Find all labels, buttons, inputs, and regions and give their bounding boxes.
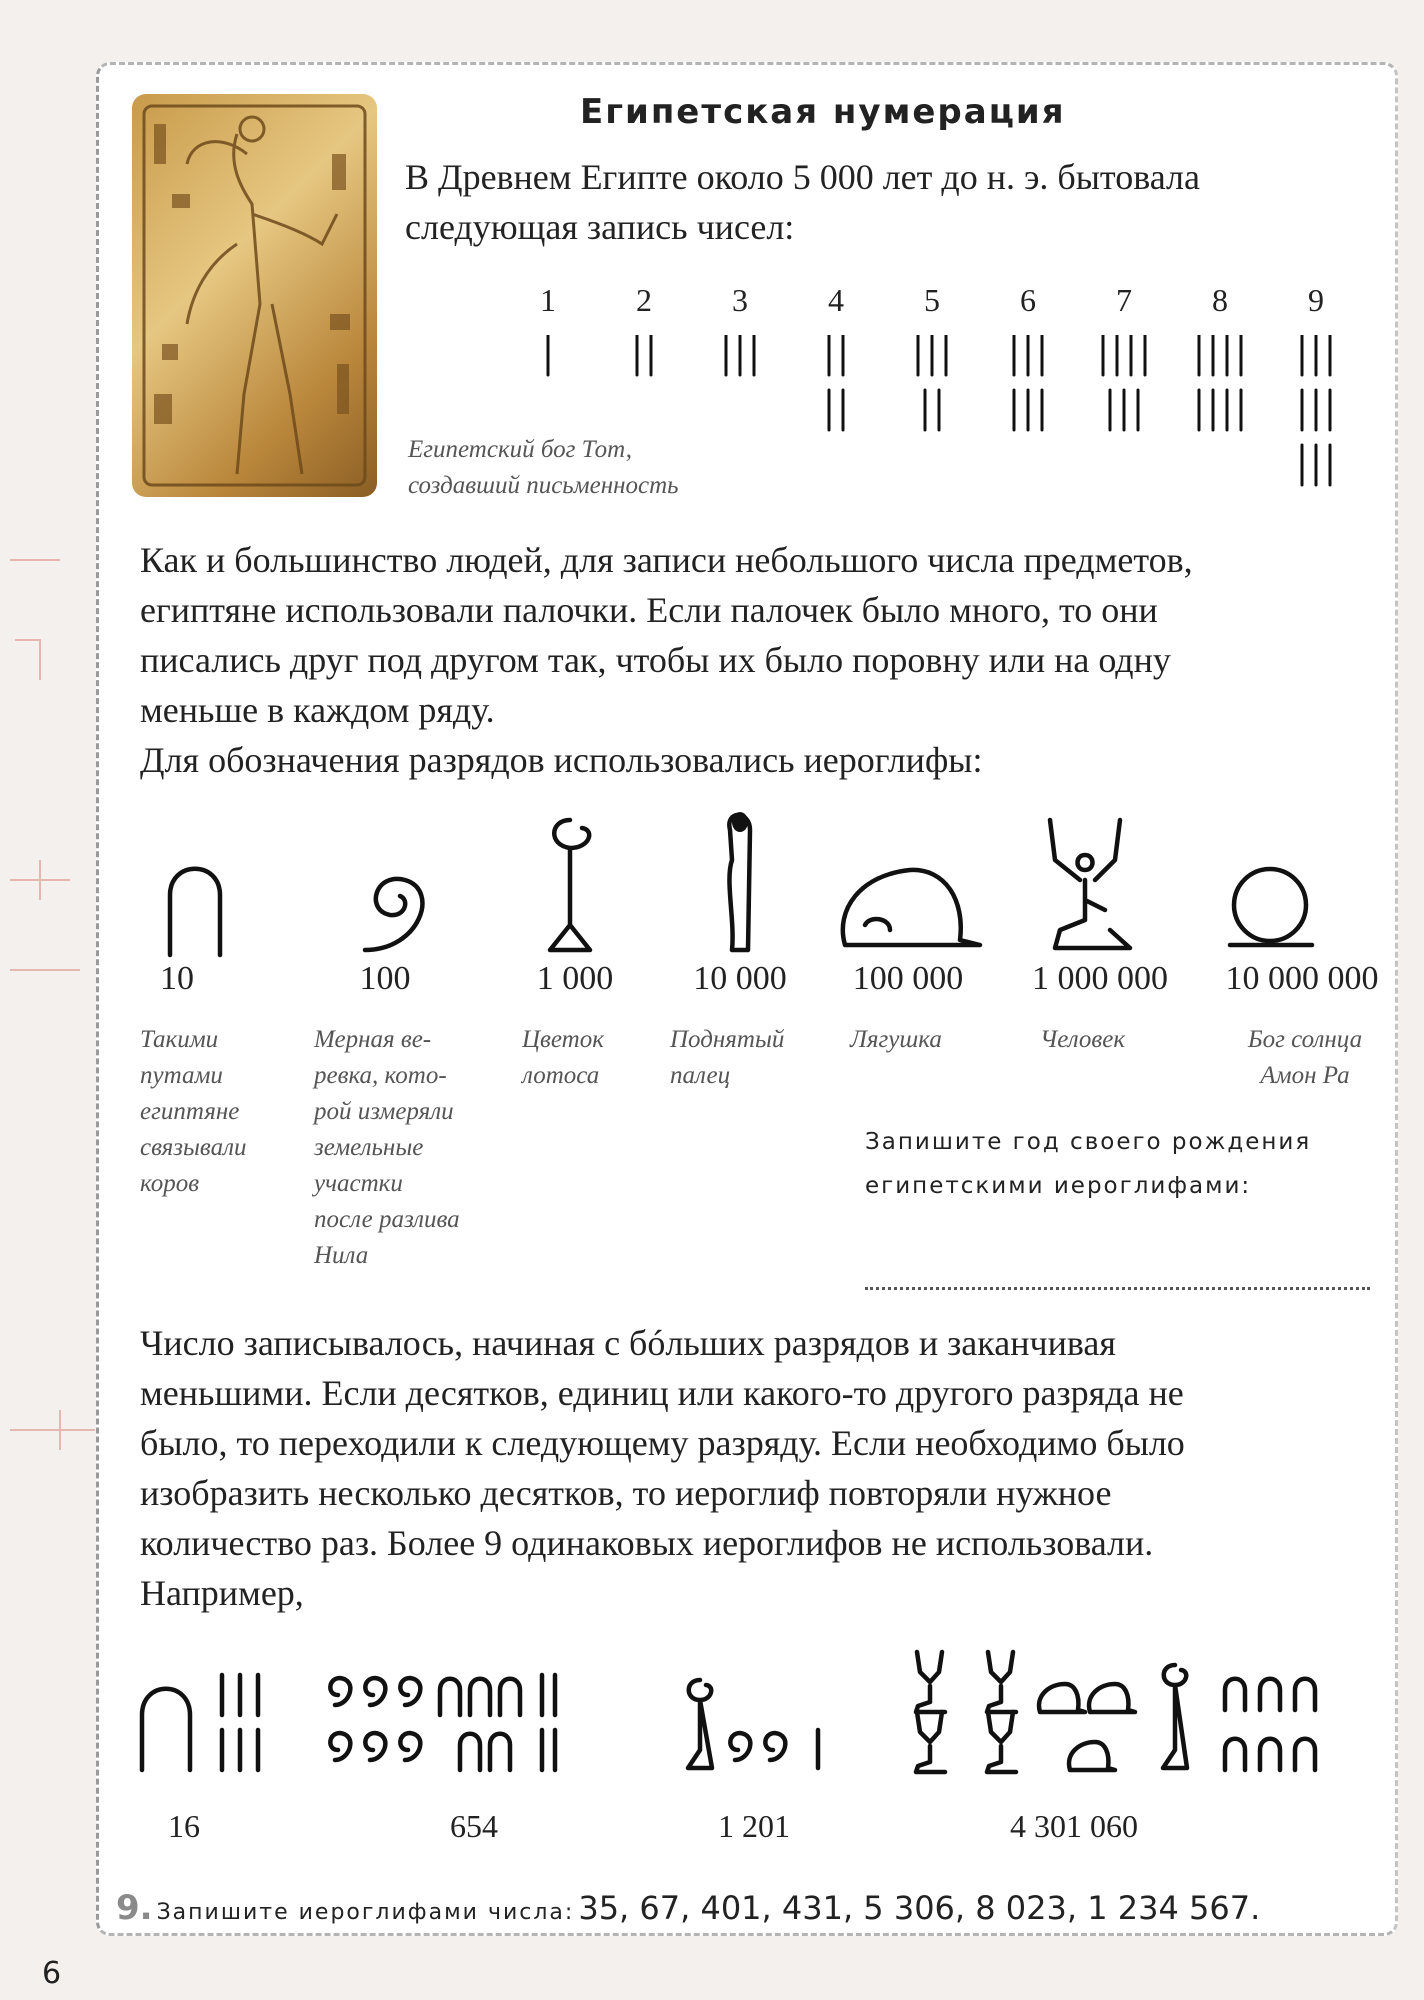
task-numbers: 35, 67, 401, 431, 5 306, 8 023, 1 234 567. — [578, 1889, 1261, 1927]
caption-line: коров — [140, 1170, 200, 1197]
caption-line: Амон Ра — [1260, 1062, 1350, 1089]
example-value: 654 — [450, 1808, 498, 1844]
finger-icon — [729, 812, 750, 950]
caption-man — [1040, 1022, 1190, 1058]
photo-caption — [408, 432, 679, 504]
digit-label: 6 — [1020, 282, 1036, 318]
margin-pencil-marks — [0, 0, 96, 2000]
stick-numeral-4 — [829, 335, 843, 430]
caption-line: Такими — [140, 1026, 219, 1053]
paragraph-line: Как и большинство людей, для записи небольшого числа предметов, — [140, 540, 1193, 580]
task-9 — [116, 1888, 1260, 1928]
paragraph-line: количество раз. Более 9 одинаковых иероглифов не использовали. — [140, 1523, 1154, 1563]
frog-icon — [843, 870, 980, 945]
example-1201-glyphs — [688, 1680, 818, 1768]
kneeling-man-icon — [1050, 820, 1130, 948]
caption-line: египтяне — [140, 1098, 240, 1125]
caption-line: Мерная ве- — [314, 1026, 432, 1053]
stick-numeral-6 — [1014, 335, 1042, 430]
paragraph-line: меньше в каждом ряду. — [140, 690, 495, 730]
caption-line: палец — [670, 1062, 731, 1089]
caption-line: земельные — [314, 1134, 424, 1161]
caption-sun-god — [1225, 1022, 1385, 1094]
value-100000: 100 000 — [852, 960, 964, 997]
prompt-line-2: египетскими иероглифами: — [865, 1173, 1252, 1199]
digit-label: 1 — [540, 282, 556, 318]
digit-label: 5 — [924, 282, 940, 318]
caption-line: Нила — [314, 1242, 369, 1269]
paragraph-line: египтяне использовали палочки. Если палочек было много, то они — [140, 590, 1158, 630]
caption-frog — [850, 1022, 1000, 1058]
stick-numeral-7 — [1103, 335, 1145, 430]
paragraph-line: меньшими. Если десятков, единиц или какого-то другого разряда не — [140, 1373, 1184, 1413]
paragraph-line: было, то переходили к следующему разряду. Если необходимо было — [140, 1423, 1185, 1463]
intro-text — [405, 152, 1355, 252]
value-1000: 1 000 — [536, 960, 614, 997]
prompt-line-1: Запишите год своего рождения — [865, 1129, 1312, 1155]
task-number: 9. — [116, 1888, 153, 1928]
example-value: 1 201 — [718, 1808, 790, 1844]
photo-caption-line-1: Египетский бог Тот, — [408, 436, 633, 463]
intro-line-1: В Древнем Египте около 5 000 лет до н. э. бытовала — [405, 157, 1200, 197]
stick-numeral-2 — [637, 335, 651, 375]
thoth-photo — [132, 94, 377, 497]
paragraph-line: Число записывалось, начиная с бóльших разрядов и заканчивая — [140, 1323, 1116, 1363]
caption-line: путами — [140, 1062, 223, 1089]
caption-lotus — [522, 1022, 642, 1094]
intro-line-2: следующая запись чисел: — [405, 207, 795, 247]
caption-rope — [314, 1022, 504, 1274]
caption-line: рой измеряли — [314, 1098, 454, 1125]
digit-label: 3 — [732, 282, 748, 318]
caption-line: Цветок — [522, 1026, 604, 1053]
hieroglyph-icons — [120, 800, 1400, 960]
example-16-glyphs — [142, 1675, 258, 1770]
example-hieroglyphs — [130, 1640, 1390, 1780]
caption-line: после разлива — [314, 1206, 460, 1233]
page-title: Египетская нумерация — [580, 92, 1066, 132]
value-1000000: 1 000 000 — [1032, 960, 1168, 997]
stick-numeral-9 — [1302, 335, 1330, 485]
digit-label: 9 — [1308, 282, 1324, 318]
value-10: 10 — [160, 960, 194, 997]
paragraph-rules — [140, 1318, 1390, 1618]
paragraph-sticks — [140, 535, 1390, 785]
caption-line: ревка, кото- — [314, 1062, 447, 1089]
stick-numeral-8 — [1199, 335, 1241, 430]
value-10000: 10 000 — [693, 960, 787, 997]
digit-label: 2 — [636, 282, 652, 318]
rope-coil-icon — [365, 879, 422, 950]
caption-line: Человек — [1040, 1026, 1126, 1053]
stick-numeral-5 — [918, 335, 946, 430]
example-4301060-glyphs — [916, 1652, 1315, 1772]
paragraph-line: Например, — [140, 1573, 304, 1613]
example-value: 4 301 060 — [1010, 1808, 1138, 1844]
caption-line: Бог солнца — [1247, 1026, 1363, 1053]
lotus-icon — [550, 820, 590, 950]
paragraph-line: изобразить несколько десятков, то иероглиф повторяли нужное — [140, 1473, 1112, 1513]
birth-year-answer-line[interactable] — [865, 1285, 1370, 1290]
example-654-glyphs — [330, 1675, 555, 1770]
caption-finger — [670, 1022, 820, 1094]
caption-line: Поднятый — [670, 1026, 785, 1053]
caption-line: участки — [314, 1170, 403, 1197]
stick-numeral-3 — [726, 335, 754, 375]
page-number: 6 — [42, 1956, 62, 1991]
digit-label: 8 — [1212, 282, 1228, 318]
caption-line: Лягушка — [850, 1026, 942, 1053]
photo-caption-line-2: создавший письменность — [408, 472, 679, 499]
caption-hobble — [140, 1022, 290, 1202]
example-value: 16 — [168, 1808, 200, 1844]
caption-line: связывали — [140, 1134, 247, 1161]
digits-row — [500, 282, 1364, 319]
value-100: 100 — [359, 960, 411, 997]
task-lead: Запишите иероглифами числа: — [156, 1900, 575, 1925]
caption-line: лотоса — [522, 1062, 600, 1089]
sun-god-icon — [1230, 869, 1312, 945]
digit-label: 7 — [1116, 282, 1132, 318]
paragraph-line: Для обозначения разрядов использовались иероглифы: — [140, 740, 983, 780]
paragraph-line: писались друг под другом так, чтобы их было поровну или на одну — [140, 640, 1171, 680]
value-10000000: 10 000 000 — [1225, 960, 1379, 997]
birth-year-prompt — [865, 1120, 1385, 1208]
hieroglyph-values — [120, 960, 1400, 1010]
hobble-icon — [170, 869, 220, 955]
digit-label: 4 — [828, 282, 844, 318]
